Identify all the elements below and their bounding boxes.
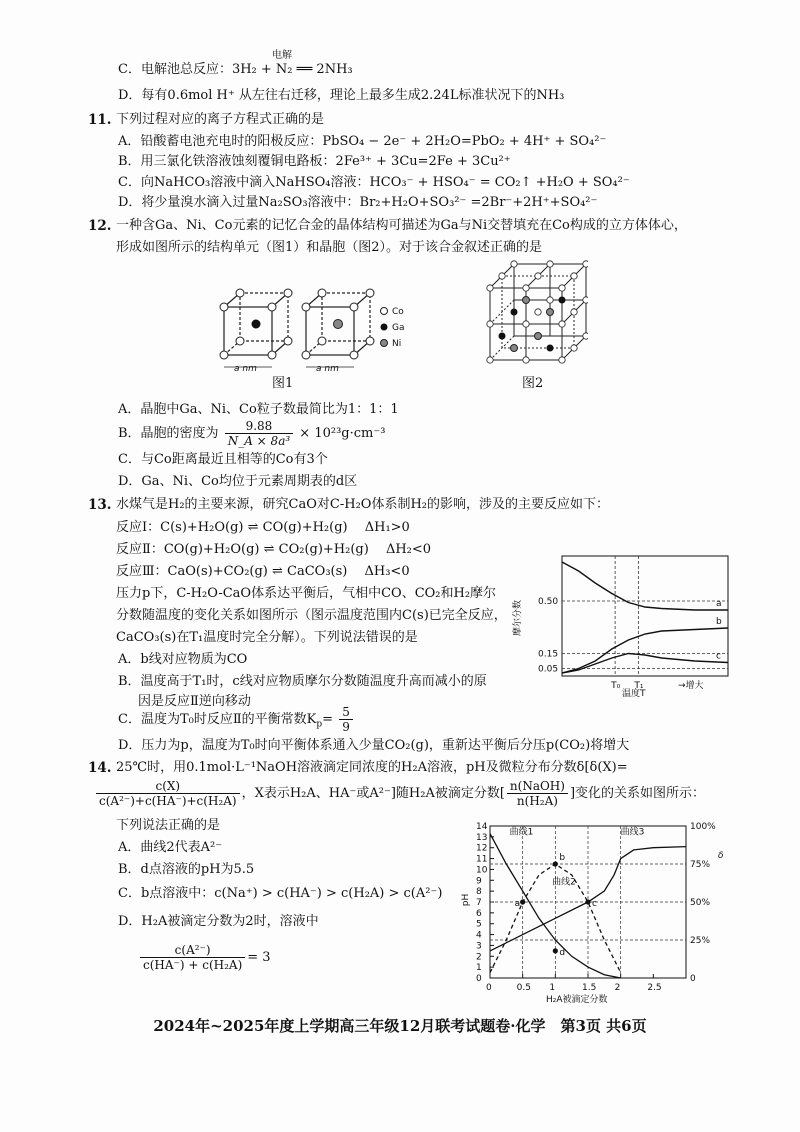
q14-y2-tick: 50% — [690, 898, 711, 908]
q12-option-b: B．晶胞的密度为 $\frac{9.88}{\text{N\_A × 8a³}}$ × 10²³g·cm⁻³ — [118, 419, 386, 448]
q14-stem-3: 下列说法正确的是 — [116, 818, 221, 833]
q11-stem: 下列过程对应的离子方程式正确的是 — [116, 112, 325, 127]
q11-option-c: C．向NaHCO₃溶液中滴入NaHSO₄溶液：HCO₃⁻ + HSO₄⁻ = CO₂↑ +H₂O + SO₄²⁻ — [118, 175, 630, 190]
q14-y2-tick: 25% — [690, 936, 711, 946]
q14-point-a — [520, 899, 525, 904]
q13-y-tick: 0.15 — [538, 649, 559, 660]
dim-label-1: a nm — [234, 364, 257, 374]
q13-x-tick: T₀ — [611, 681, 621, 691]
q13-stem: 水煤气是H₂的主要来源，研究CaO对C-H₂O体系制H₂的影响，涉及的主要反应如下： — [116, 497, 609, 512]
q14-y-tick: 0 — [476, 974, 482, 984]
q14-point-label: a — [514, 899, 521, 909]
legend-ni: Ni — [392, 339, 402, 349]
q13-para-1: 压力p下，C-H₂O-CaO体系达平衡后，气相中CO、CO₂和H₂摩尔 — [116, 586, 497, 601]
q14-y2-tick: 0 — [690, 974, 696, 984]
q14-x-tick: 1 — [549, 983, 556, 993]
page-footer: 2024年~2025年度上学期高三年级12月联考试题卷·化学 第3页 共6页 — [153, 1017, 647, 1035]
q14-number: 14. — [88, 760, 112, 776]
q14-curve-label: 曲线2 — [552, 877, 576, 888]
q14-point-label: c — [592, 899, 597, 909]
q14-point-label: b — [559, 853, 566, 863]
q13-xlabel: 温度T — [622, 689, 646, 699]
q13-reaction-2: 反应Ⅱ：CO(g)+H₂O(g) ⇌ CO₂(g)+H₂(g) ΔH₂<0 — [116, 542, 432, 557]
q12-figure-1 — [212, 285, 432, 385]
q14-y-tick: 13 — [476, 832, 488, 843]
q14-point-b — [553, 861, 558, 866]
q13-plot-frame — [562, 556, 728, 676]
q13-option-b-line1: B．温度高于T₁时，c线对应物质摩尔分数随温度升高而减小的原 — [118, 674, 487, 689]
q14-option-d-formula: $\frac{\text{c(A²⁻)}}{\text{c(HA⁻) + c(H₂A)}}$ = 3 — [138, 938, 271, 978]
q14-option-b: B．d点溶液的pH为5.5 — [118, 862, 255, 877]
q13-option-d: D．压力为p，温度为T₀时向平衡体系通入少量CO₂(g)，重新达平衡后分压p(CO₂)将增大 — [118, 738, 630, 753]
dim-label-2: a nm — [316, 364, 339, 374]
q13-series-c — [562, 651, 728, 674]
q14-y-tick: 4 — [476, 930, 482, 941]
ni-atom — [334, 320, 343, 329]
q14-stem-2: $\frac{c(X)}{\text{c(A²⁻)+c(HA⁻)+c(H₂A)}}$ ，X表示H₂A、HA⁻或A²⁻]随H₂A被滴定分数[ $\frac{\text{n(NaOH)}}{\text{n(H₂A)}}$ ]变化的关系如图所示： — [96, 776, 705, 812]
q14-x-tick: 2.5 — [647, 983, 662, 993]
legend-ga: Ga — [392, 323, 405, 333]
q14-xlabel: H₂A被滴定分数 — [546, 995, 608, 1005]
q12-figure-2 — [478, 258, 588, 368]
q14-curve-label: 曲线3 — [620, 827, 645, 838]
q14-chart — [458, 818, 728, 1008]
q14-y-tick: 1 — [476, 963, 482, 974]
q14-y2label: δ — [718, 851, 724, 861]
ga-atom — [252, 320, 261, 329]
q12-stem-2: 形成如图所示的结构单元（图1）和晶胞（图2）。对于该合金叙述正确的是 — [116, 240, 543, 255]
q13-series-a — [562, 562, 728, 610]
q14-y-tick: 8 — [476, 887, 482, 898]
q10-condition: 电解 — [272, 50, 292, 61]
q13-para-3: CaCO₃(s)在T₁温度时完全分解）。下列说法错误的是 — [116, 630, 418, 645]
q12-number: 12. — [88, 218, 112, 234]
q10-option-d: D．每有0.6mol H⁺ 从左往右迁移，理论上最多生成2.24L标准状况下的NH₃ — [118, 88, 565, 103]
q14-y-tick: 3 — [476, 941, 482, 952]
q10-option-c: C．电解池总反应：3H₂ + N₂ ══ 2NH₃ — [118, 62, 353, 77]
q13-ylabel: 摩尔分数 — [513, 599, 523, 637]
q14-point-d — [553, 948, 558, 953]
q12-option-a: A．晶胞中Ga、Ni、Co粒子数最简比为1：1：1 — [118, 402, 399, 417]
q12-stem-1: 一种含Ga、Ni、Co元素的记忆合金的晶体结构可描述为Ga与Ni交替填充在Co构成的立方体体心， — [116, 218, 687, 233]
q14-x-tick: 1.5 — [582, 983, 597, 993]
q13-series-label: b — [716, 617, 722, 627]
q11-option-a: A．铅酸蓄电池充电时的阳极反应：PbSO₄ − 2e⁻ + 2H₂O=PbO₂ + 4H⁺ + SO₄²⁻ — [118, 134, 607, 149]
fig2-caption: 图2 — [522, 376, 544, 391]
q13-reaction-1: 反应Ⅰ：C(s)+H₂O(g) ⇌ CO(g)+H₂(g) ΔH₁>0 — [116, 520, 410, 535]
legend-co: Co — [392, 307, 404, 317]
q13-reaction-3: 反应Ⅲ：CaO(s)+CO₂(g) ⇌ CaCO₃(s) ΔH₃<0 — [116, 564, 410, 579]
q14-y-tick: 2 — [476, 952, 482, 963]
q14-y2-tick: 75% — [690, 860, 711, 870]
q14-option-c: C．b点溶液中：c(Na⁺) > c(HA⁻) > c(H₂A) > c(A²⁻) — [118, 886, 443, 901]
q14-y-tick: 14 — [476, 822, 488, 832]
q13-option-a: A．b线对应物质为CO — [118, 652, 248, 667]
q14-option-a: A．曲线2代表A²⁻ — [118, 840, 223, 855]
q11-option-d: D．将少量溴水滴入过量Na₂SO₃溶液中：Br₂+H₂O+SO₃²⁻ =2Br⁻+2H⁺+SO₄²⁻ — [118, 195, 598, 210]
q14-x-tick: 0.5 — [516, 983, 531, 993]
q11-option-b: B．用三氯化铁溶液蚀刻覆铜电路板：2Fe³⁺ + 3Cu=2Fe + 3Cu²⁺ — [118, 154, 511, 169]
q14-curve-label: 曲线1 — [509, 827, 534, 838]
q12-option-d: D．Ga、Ni、Co均位于元素周期表的d区 — [118, 474, 358, 489]
q13-option-b-line2: 因是反应Ⅱ逆向移动 — [138, 694, 251, 709]
q14-y-tick: 10 — [476, 865, 488, 876]
q14-y-tick: 6 — [476, 908, 482, 919]
q13-chart — [510, 548, 735, 708]
q14-y-tick: 11 — [476, 854, 488, 865]
q14-y-tick: 9 — [476, 876, 482, 887]
q14-x-tick-zero: 0 — [486, 983, 492, 993]
q12-option-c: C．与Co距离最近且相等的Co有3个 — [118, 452, 328, 467]
q13-y-tick: 0.05 — [538, 664, 559, 675]
q13-number: 13. — [88, 497, 112, 513]
q14-x-tick: 2 — [614, 983, 621, 993]
q13-x-arrow: →增大 — [678, 681, 704, 691]
q14-ylabel: pH — [461, 893, 471, 907]
q14-y-tick: 5 — [476, 919, 482, 930]
q13-series-label: c — [716, 651, 721, 662]
q14-y2-tick: 100% — [690, 822, 716, 832]
q14-point-c — [585, 899, 590, 904]
q14-y-tick: 7 — [476, 898, 482, 908]
q11-number: 11. — [88, 112, 112, 128]
q14-stem-1: 25℃时，用0.1mol·L⁻¹NaOH溶液滴定同浓度的H₂A溶液，pH及微粒分布分数δ[δ(X)= — [116, 760, 628, 775]
q13-para-2: 分数随温度的变化关系如图所示（图示温度范围内C(s)已完全反应， — [116, 608, 507, 623]
q13-y-tick: 0.50 — [538, 597, 559, 607]
fig1-caption: 图1 — [272, 376, 294, 391]
q14-y-tick: 12 — [476, 843, 488, 854]
q13-option-c: C．温度为T₀时反应Ⅱ的平衡常数$K_p=$ $\frac{5}{9}$ — [118, 704, 355, 736]
q13-x-tick: T₁ — [634, 681, 644, 691]
q13-series-b — [562, 628, 728, 673]
q14-point-label: d — [559, 947, 566, 958]
q13-series-label: a — [716, 599, 722, 609]
q14-option-d: D．H₂A被滴定分数为2时，溶液中 — [118, 914, 319, 929]
